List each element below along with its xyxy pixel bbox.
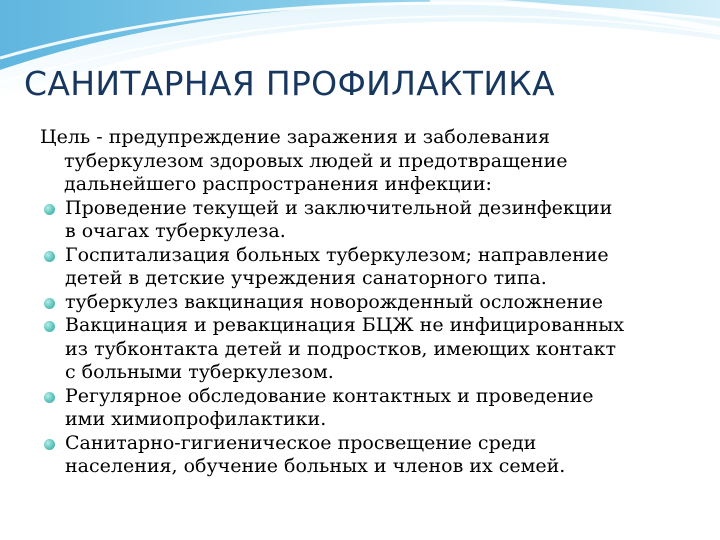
- list-item-line: из тубконтакта детей и подростков, имеющих контакт: [65, 337, 617, 360]
- list-item: [40, 291, 700, 315]
- list-item-line: Санитарно-гигиеническое просвещение среди: [65, 431, 537, 454]
- intro-line: туберкулезом здоровых людей и предотвращение: [64, 149, 568, 172]
- bullet-dot-icon: [44, 392, 55, 403]
- list-item: [40, 197, 700, 244]
- list-item-line: детей в детские учреждения санаторного типа.: [65, 267, 547, 289]
- intro-line: Цель - предупреждение заражения и заболевания: [40, 126, 550, 148]
- list-item-line: Проведение текущей и заключительной дезинфекции: [65, 196, 613, 219]
- bullet-dot-icon: [44, 439, 55, 450]
- list-item-line: в очагах туберкулеза.: [65, 220, 286, 242]
- list-item: [40, 244, 700, 291]
- bullet-list: [40, 197, 700, 479]
- list-item-line: с больными туберкулезом.: [65, 361, 334, 383]
- list-item: [40, 432, 700, 479]
- intro-line: дальнейшего распространения инфекции:: [64, 173, 492, 195]
- list-item-line: ими химиопрофилактики.: [65, 408, 327, 430]
- bullet-dot-icon: [44, 298, 55, 309]
- list-item: [40, 314, 700, 385]
- list-item-line: населения, обучение больных и членов их семей.: [65, 455, 566, 477]
- slide-body: [40, 126, 700, 479]
- list-item-line: Вакцинация и ревакцинация БЦЖ не инфицированных: [65, 314, 625, 336]
- bullet-dot-icon: [44, 321, 55, 332]
- intro-paragraph: [40, 126, 700, 197]
- bullet-dot-icon: [44, 204, 55, 215]
- bullet-dot-icon: [44, 251, 55, 262]
- list-item-line: туберкулез вакцинация новорожденный осложнение: [65, 290, 603, 313]
- list-item-line: Госпитализация больных туберкулезом; направление: [65, 243, 609, 266]
- list-item: [40, 385, 700, 432]
- list-item-line: Регулярное обследование контактных и проведение: [65, 384, 594, 407]
- slide-title: САНИТАРНАЯ ПРОФИЛАКТИКА: [24, 64, 555, 103]
